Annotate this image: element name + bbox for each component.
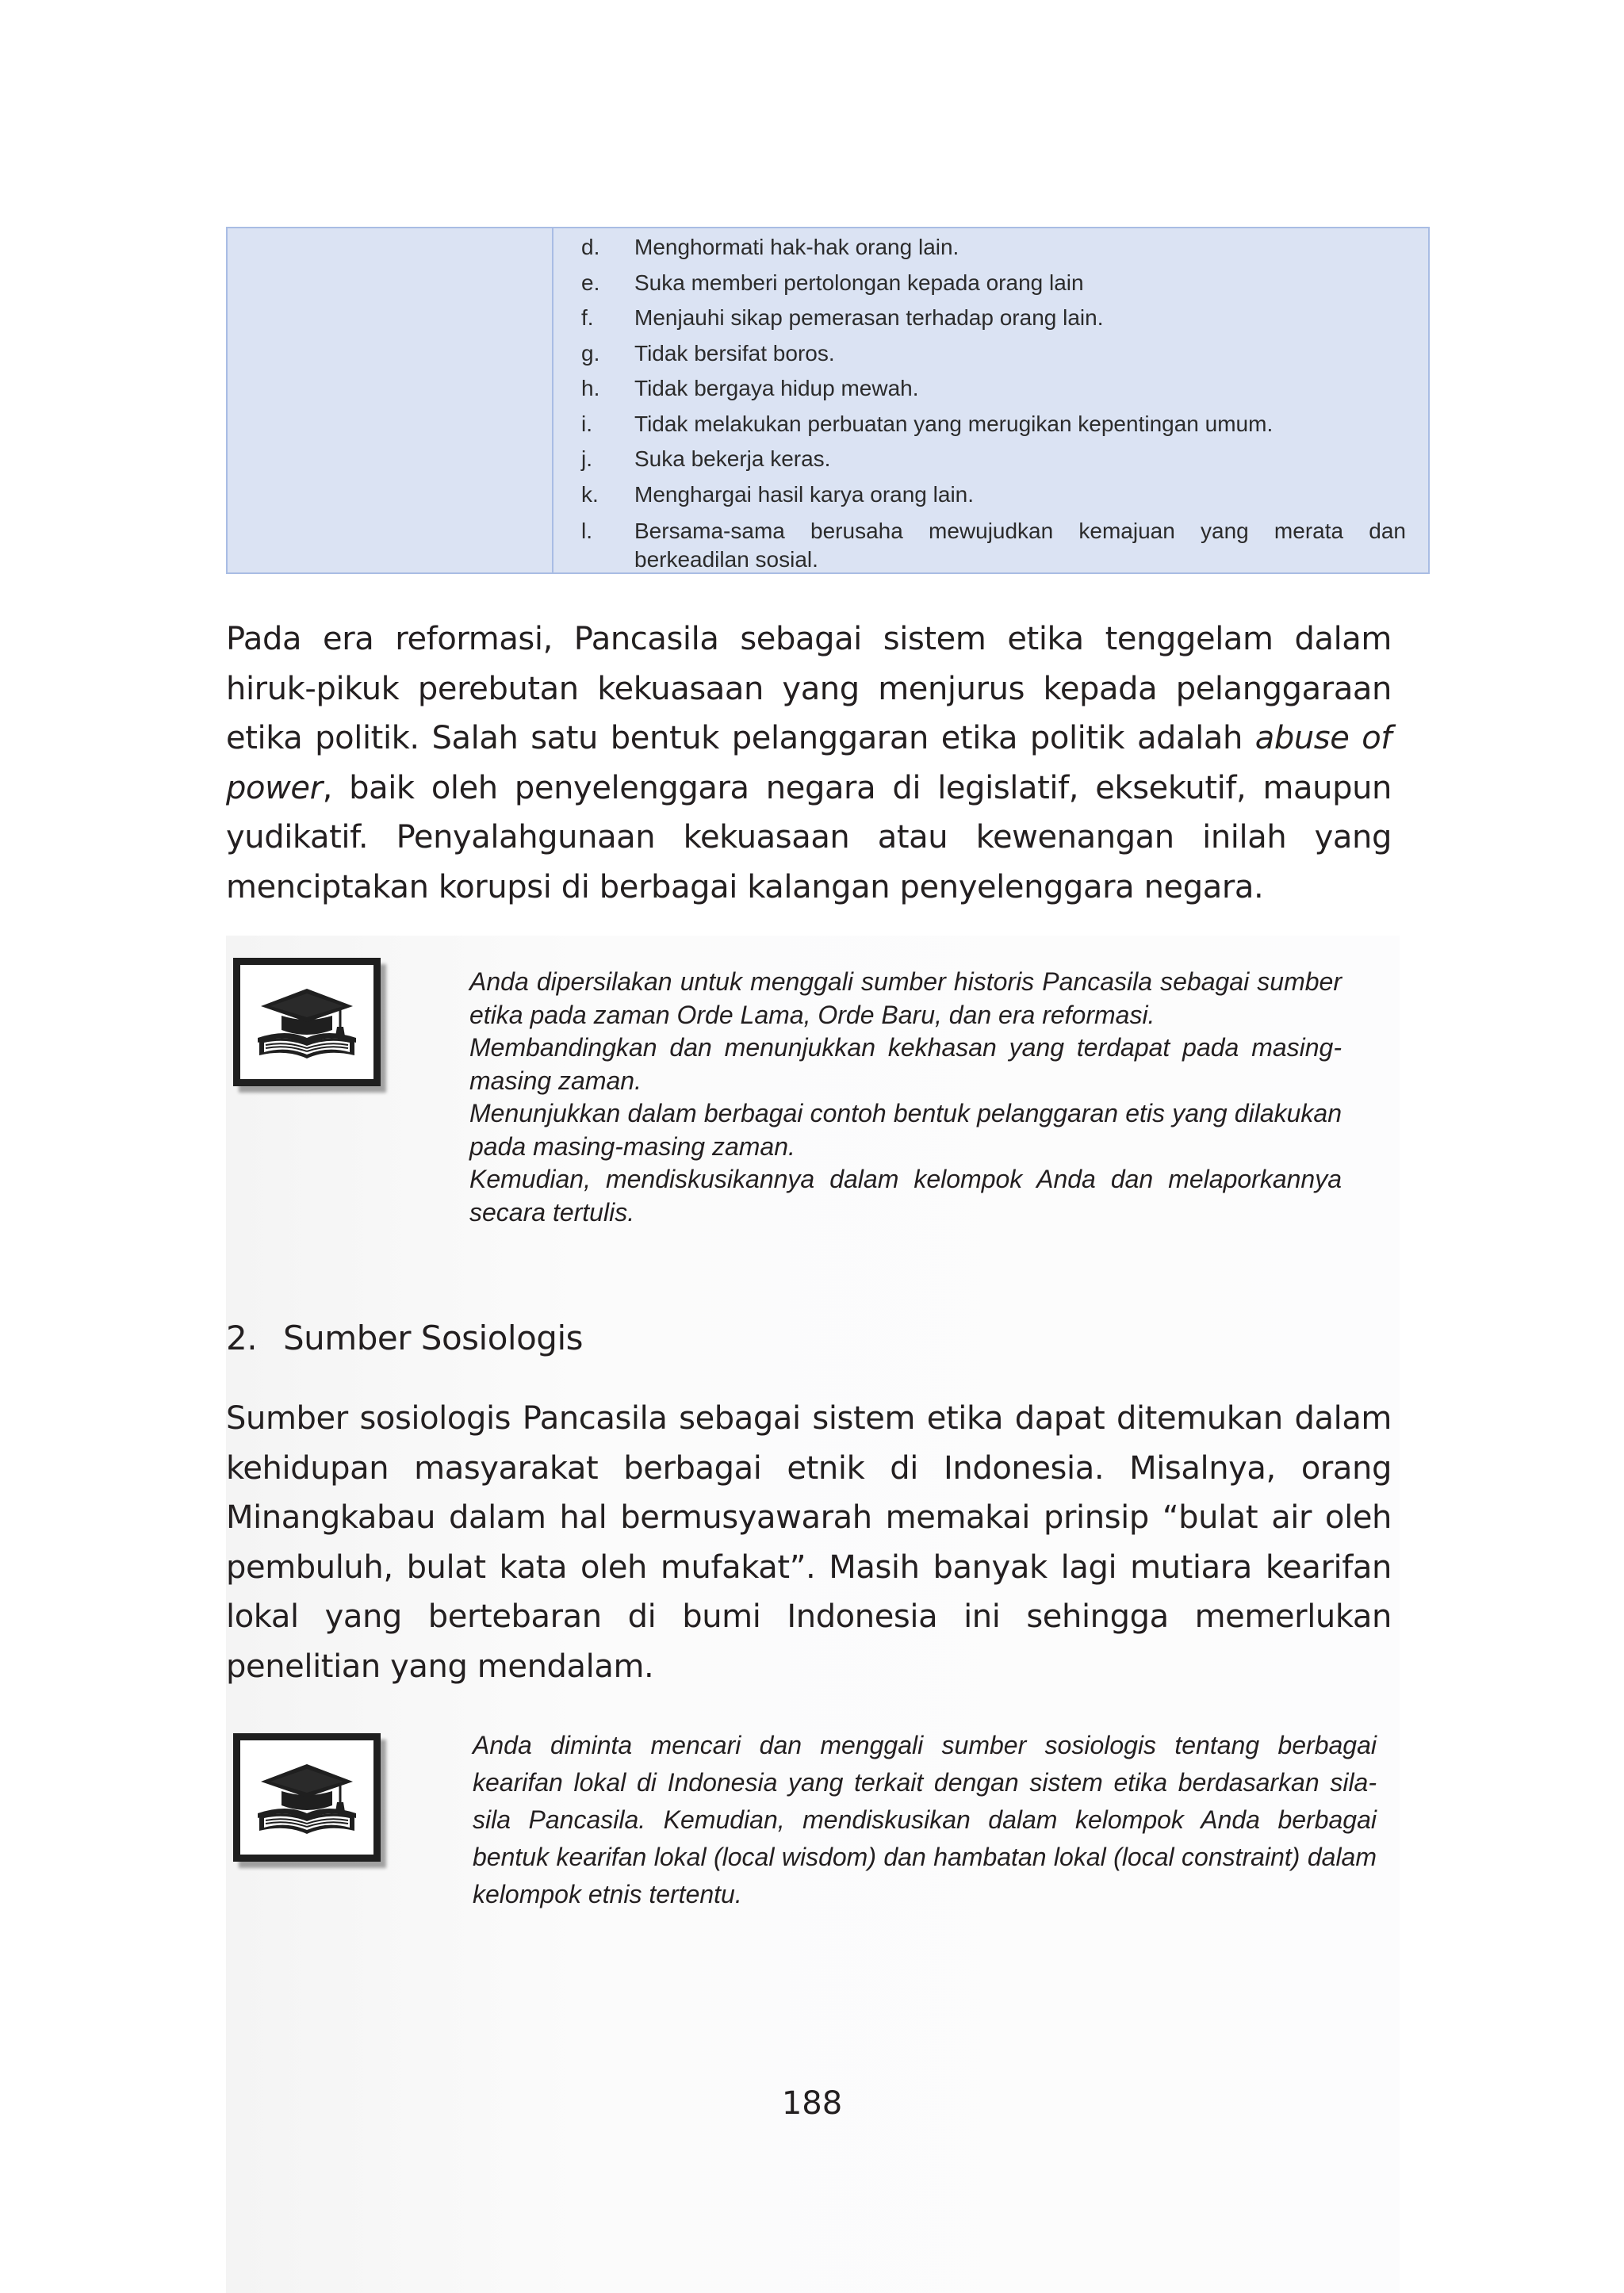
list-marker: e. <box>581 270 600 295</box>
graduation-cap-book-icon <box>233 1733 381 1862</box>
section-number: 2. <box>226 1319 258 1357</box>
list-item-text: Menjauhi sikap pemerasan terhadap orang lain. <box>634 305 1104 330</box>
list-item-text: Menghargai hasil karya orang lain. <box>634 481 975 507</box>
graduation-cap-book-icon-graphic <box>255 976 359 1070</box>
list-item-text: Suka memberi pertolongan kepada orang lain <box>634 270 1084 295</box>
values-list <box>581 232 1406 574</box>
paragraph-text: Pada era reformasi, Pancasila sebagai sistem etika tenggelam dalam hiruk-pikuk perebutan kekuasaan yang menjurus kepada pelanggaraan etika politik. Salah satu bentuk pelanggaran etika politik adalah <box>226 621 1392 756</box>
list-item-text: Tidak bergaya hidup mewah. <box>634 376 919 400</box>
paragraph-text: , baik oleh penyelenggara negara di legislatif, eksekutif, maupun yudikatif. Penyalahgunaan kekuasaan atau kewenangan inilah yang menciptakan korupsi di berbagai kalangan penyelenggara negara. <box>226 769 1392 905</box>
paragraph-reformasi <box>226 614 1392 912</box>
graduation-cap-book-icon-graphic <box>255 1751 359 1845</box>
page-number: 188 <box>781 2085 843 2122</box>
list-item-text: Menghormati hak-hak orang lain. <box>634 235 959 259</box>
activity-instructions-2 <box>473 1727 1377 1913</box>
activity-instructions-1 <box>469 966 1342 1229</box>
list-marker: j. <box>581 446 592 471</box>
list-marker: k. <box>581 481 599 507</box>
list-item <box>581 232 1406 267</box>
list-marker: d. <box>581 235 600 259</box>
list-item <box>581 302 1406 338</box>
list-item <box>581 443 1406 479</box>
list-item-text: Bersama-sama berusaha mewujudkan kemajuan yang merata dan berkeadilan sosial. <box>634 519 1406 572</box>
list-marker: f. <box>581 305 594 330</box>
list-marker: g. <box>581 340 600 366</box>
section-title: Sumber Sosiologis <box>283 1319 583 1357</box>
list-item <box>581 408 1406 444</box>
paragraph-italic-term: abuse of power <box>226 720 1392 806</box>
list-item-text: Tidak bersifat boros. <box>634 340 835 366</box>
list-item <box>581 479 1406 515</box>
table-column-divider <box>552 228 553 572</box>
list-marker: h. <box>581 376 600 400</box>
activity-line: Membandingkan dan menunjukkan kekhasan yang terdapat pada masing-masing zaman. <box>469 1033 1342 1095</box>
list-item <box>581 338 1406 373</box>
list-item <box>581 373 1406 408</box>
list-item <box>581 267 1406 303</box>
activity-line: Menunjukkan dalam berbagai contoh bentuk pelanggaran etis yang dilakukan pada masing-masing zaman. <box>469 1099 1342 1161</box>
list-item-text: Tidak melakukan perbuatan yang merugikan kepentingan umum. <box>634 411 1274 436</box>
list-item-text: Suka bekerja keras. <box>634 446 831 471</box>
activity-line: Anda dipersilakan untuk menggali sumber historis Pancasila sebagai sumber etika pada zaman Orde Lama, Orde Baru, dan era reformasi. <box>469 967 1342 1029</box>
activity-line: Anda diminta mencari dan menggali sumber sosiologis tentang berbagai kearifan lokal di Indonesia yang terkait dengan sistem etika berdasarkan sila-sila Pancasila. Kemudian, mendiskusikan dalam kelompok Anda berbagai bentuk kearifan lokal (local wisdom) dan hambatan lokal (local constraint) dalam kelompok etnis tertentu. <box>473 1731 1377 1908</box>
list-item <box>581 514 1406 574</box>
section-heading-sumber-sosiologis <box>226 1316 583 1361</box>
list-marker: l. <box>581 519 592 543</box>
list-marker: i. <box>581 411 592 436</box>
values-table <box>226 227 1430 574</box>
graduation-cap-book-icon <box>233 958 381 1086</box>
paragraph-sosiologis: Sumber sosiologis Pancasila sebagai sistem etika dapat ditemukan dalam kehidupan masyarakat berbagai etnik di Indonesia. Misalnya, orang Minangkabau dalam hal bermusyawarah memakai prinsip “bulat air oleh pembuluh, bulat kata oleh mufakat”. Masih banyak lagi mutiara kearifan lokal yang bertebaran di bumi Indonesia ini sehingga memerlukan penelitian yang mendalam. <box>226 1400 1392 1685</box>
activity-line: Kemudian, mendiskusikannya dalam kelompok Anda dan melaporkannya secara tertulis. <box>469 1165 1342 1227</box>
